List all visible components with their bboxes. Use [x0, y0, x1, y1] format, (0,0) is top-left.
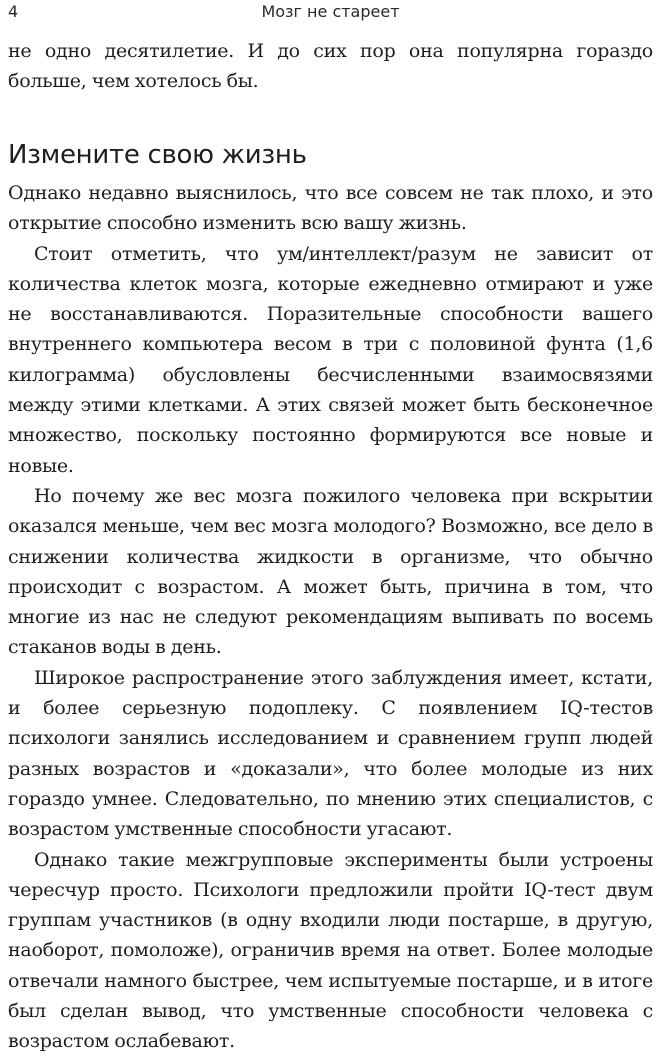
paragraph-2: Стоит отметить, что ум/интеллект/разум не зависит от количества клеток мозга, которые ежедневно отмирают и уже не восстанавливаются. Поразительные способности вашего внутреннего компьютера весом в три с половиной фунта (1,6 килограмма) обусловлены бесчисленными взаимосвязями между этими клетками. А этих связей может быть бесконечное множество, поскольку постоянно формируются все новые и новые. — [8, 242, 653, 477]
running-title: Мозг не стареет — [261, 2, 400, 21]
page-number: 4 — [8, 2, 19, 21]
continued-paragraph: не одно десятилетие. И до сих пор она популярна гораздо больше, чем хотелось бы. — [8, 40, 653, 93]
paragraph-1: Однако недавно выяснилось, что все совсем не так плохо, и это открытие способно изменить всю вашу жизнь. — [8, 182, 653, 235]
paragraph-4: Широкое распространение этого заблуждения имеет, кстати, и более серьезную подоплеку. С появлением IQ-тестов психологи занялись исследованием и сравнением групп людей разных возрастов и «доказали», что более молодые из них гораздо умнее. Следовательно, по мнению этих специалистов, с возрастом умственные способности угасают. — [8, 666, 653, 841]
paragraph-5: Однако такие межгрупповые эксперименты были устроены чересчур просто. Психологи предложили пройти IQ-тест двум группам участников (в одну входили люди постарше, в другую, наоборот, помоложе), ограничив время на ответ. Более молодые отвечали намного быстрее, чем испытуемые постарше, и в итоге был сделан вывод, что умственные способности человека с возрастом ослабевают. — [8, 848, 653, 1053]
running-head — [0, 0, 661, 24]
section-body — [8, 178, 653, 1057]
section-heading: Измените свою жизнь — [8, 140, 307, 170]
paragraph-3: Но почему же вес мозга пожилого человека при вскрытии оказался меньше, чем вес мозга молодого? Возможно, все дело в снижении количества жидкости в организме, что обычно происходит с возрастом. А может быть, причина в том, что многие из нас не следуют рекомендациям выпивать по восемь стаканов воды в день. — [8, 484, 653, 659]
continued-text — [8, 36, 653, 97]
